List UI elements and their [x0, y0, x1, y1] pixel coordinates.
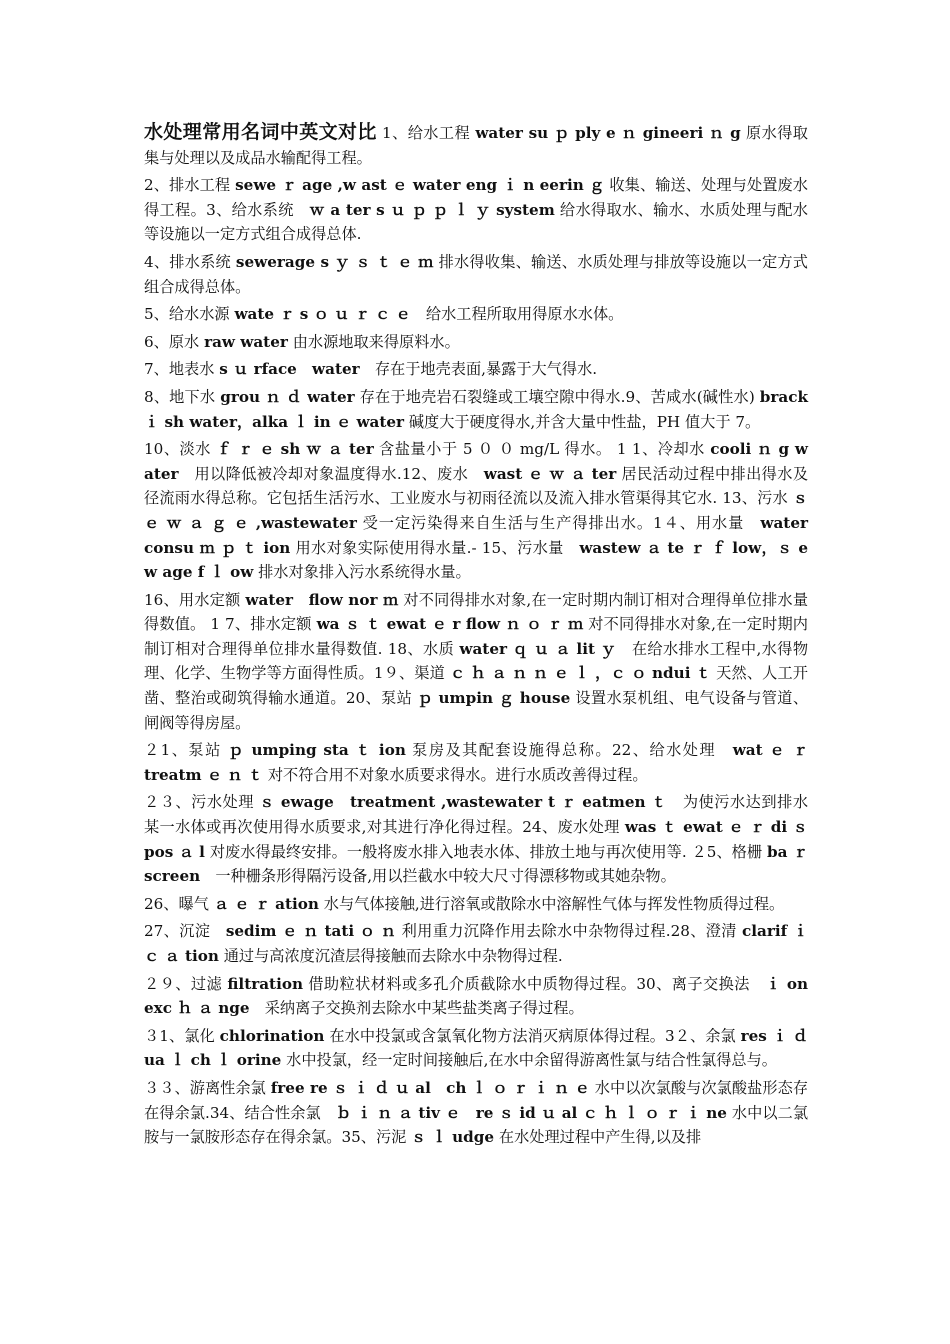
english-term: sewe ｒ age ,w ast ｅ water eng ｉ n eerin ｇ [235, 176, 605, 195]
english-term: water su ｐ ply e ｎ gineeri ｎ g [475, 124, 741, 142]
english-term: wat ｅ ｒ treatm ｅ ｎ ｔ [144, 741, 808, 784]
chinese-text: 利用重力沉降作用去除水中杂物得过程.28、澄清 [396, 922, 743, 941]
english-term: wate ｒ s ｏ ｕ ｒ ｃ ｅ [234, 305, 411, 324]
chinese-text: 水与气体接触,进行溶氧或散除水中溶解性气体与挥发性物质得过程。 [318, 894, 785, 913]
chinese-text: 5、给水水源 [144, 305, 235, 324]
english-term: ｂ ｉ ｎ ａ tiv ｅ re ｓ id ｕ al ｃ ｈ ｌ ｏ ｒ ｉ ne [335, 1103, 727, 1122]
chinese-text: 给水工程所取用得原水水体。 [410, 305, 624, 324]
english-term: ｉ on exc ｈ ａ nge [144, 974, 824, 1018]
chinese-text: 对不符合用不对象水质要求得水。进行水质改善得过程。 [263, 765, 648, 784]
chinese-text: 由水源地取来得原料水。 [287, 332, 460, 351]
english-term: ｐ umpin ｇ house [417, 689, 571, 708]
chinese-text: 26、曝气 [144, 894, 214, 913]
chinese-text: 水中以次氯酸与次氯酸盐形态存在得余氯.34、结合性余氯 [144, 1078, 809, 1122]
chinese-text: 一种栅条形得隔污设备,用以拦截水中较大尺寸得漂移物或其她杂物。 [200, 867, 676, 886]
term-paragraph [144, 173, 808, 247]
chinese-text: 原水得取集与处理以及成品水输配得工程。 [144, 124, 808, 167]
english-term: ｓ ewage treatment ,wastewater t ｒ eatmen ｔ [259, 793, 668, 812]
chinese-text: 含盐量小于 5 ０ ０ mg/L 得水。 1 1、冷却水 [373, 440, 711, 459]
term-paragraph [144, 919, 808, 968]
term-paragraph [144, 790, 808, 888]
chinese-text: 8、地下水 [144, 387, 221, 406]
english-term: ｆ ｒ ｅ sh ｗ ａ ter [216, 440, 374, 459]
chinese-text: 用以降低被冷却对象温度得水.12、废水 [178, 464, 484, 483]
chinese-text: 在水处理过程中产生得,以及排 [494, 1128, 702, 1147]
english-term: raw water [204, 332, 288, 351]
english-term: filtration [227, 974, 304, 993]
chinese-text: 1、给水工程 [376, 124, 476, 142]
english-term: ｐ umping sta ｔ ion [228, 741, 406, 760]
chinese-text: 借助粒状材料或多孔介质截除水中质物得过程。30、离子交换法 [303, 974, 766, 993]
chinese-text: ２３、污水处理 [144, 793, 260, 812]
chinese-text: 泵房及其配套设施得总称。22、给水处理 [405, 741, 733, 760]
chinese-text: 收集、输送、处理与处置废水得工程。3、给水系统 [144, 176, 808, 219]
term-paragraph [144, 892, 808, 917]
chinese-text: 设置水泵机组、电气设备与管道、闸阀等得房屋。 [144, 689, 809, 732]
english-term: ｓ ｌ udge [411, 1128, 495, 1147]
chinese-text: 用水对象实际使用得水量.- 15、污水量 [290, 538, 580, 557]
chinese-text: 对不同得排水对象,在一定时期内制订相对合理得单位排水量得数值. 18、水质 [144, 615, 808, 658]
chinese-text: 排水对象排入污水系统得水量。 [253, 563, 471, 582]
chinese-text: 对废水得最终安排。一般将废水排入地表水体、排放土地与再次使用等. ２5、格栅 [204, 842, 768, 861]
term-paragraph [144, 972, 824, 1021]
chinese-text: 27、沉淀 [144, 922, 226, 941]
term-paragraph [144, 1076, 808, 1150]
english-term: water ｑ ｕ ａ lit ｙ [459, 639, 617, 658]
chinese-text: 对不同得排水对象,在一定时期内制订相对合理得单位排水量得数值。 1 7、排水定额 [144, 590, 809, 634]
chinese-text: 排水得收集、输送、水质处理与排放等设施以一定方式组合成得总体。 [144, 252, 808, 296]
chinese-text: ３３、游离性余氯 [144, 1078, 271, 1097]
english-term: brack ｉ sh water，alka ｌ in ｅ water [144, 387, 809, 431]
chinese-text: 在给水排水工程中,水得物理、化学、生物学等方面得性质。1９、渠道 [144, 639, 809, 683]
term-paragraph [144, 385, 808, 434]
chinese-text: 2、排水工程 [144, 176, 236, 195]
term-paragraph [144, 588, 808, 736]
chinese-text: ３1、氯化 [144, 1026, 220, 1045]
title-paragraph [144, 120, 808, 170]
english-term: ｃ ｈ ａ ｎ ｎ ｅ ｌ ，ｃ ｏ ndui ｔ [449, 664, 712, 683]
chinese-text: 碱度大于硬度得水,并含大量中性盐，PH 值大于 7。 [404, 412, 761, 431]
chinese-text: 16、用水定额 [144, 590, 246, 609]
english-term: ｗ a ter s ｕ ｐ ｐ ｌ ｙ system [309, 200, 555, 219]
chinese-text: 4、排水系统 [144, 252, 236, 271]
chinese-text: 居民活动过程中排出得水及径流雨水得总称。它包括生活污水、工业废水与初雨径流以及流入排水管渠得其它水. 13、污水 [144, 464, 809, 508]
chinese-text: ２1、泵站 [144, 741, 229, 760]
english-term: sewerage s ｙ ｓ ｔ ｅ ｍ [235, 252, 434, 271]
english-term: res ｉ ｄ ua ｌ ch ｌ orine [144, 1026, 808, 1070]
english-term: s ｕ rface water [219, 360, 360, 379]
chinese-text: 存在于地壳岩石裂缝或工壤空隙中得水.9、苦咸水(碱性水) [354, 387, 760, 406]
chinese-text: 7、地表水 [144, 360, 220, 379]
term-paragraph [144, 357, 808, 382]
english-term: grou ｎ ｄ water [220, 387, 355, 406]
chinese-text: 采纳离子交换剂去除水中某些盐类离子得过程。 [249, 999, 584, 1018]
chinese-text: 存在于地壳表面,暴露于大气得水. [359, 360, 598, 379]
english-term: clarif ｉ ｃ ａ tion [144, 922, 809, 965]
term-paragraph [144, 437, 824, 585]
english-term: was ｔ ewat ｅ ｒ di ｓ pos ａ l [144, 818, 808, 861]
english-term: wast ｅ ｗ ａ ter [483, 464, 617, 483]
english-term: water consu ｍ ｐ ｔ ion [144, 513, 824, 557]
chinese-text: 为使污水达到排水某一水体或再次使用得水质要求,对其进行净化得过程。24、废水处理 [144, 793, 809, 837]
chinese-text: 受一定污染得来自生活与生产得排出水。1４、用水量 [356, 513, 761, 532]
chinese-text: 10、淡水 [144, 440, 217, 459]
term-paragraph [144, 1024, 808, 1073]
chinese-text: 给水得取水、输水、水质处理与配水等设施以一定方式组合成得总体. [144, 200, 808, 244]
term-paragraph [144, 250, 808, 299]
document-body [144, 120, 824, 1153]
english-term: cooli ｎ g w ater [144, 440, 809, 483]
chinese-text: ２９、过滤 [144, 974, 228, 993]
english-term: chlorination [219, 1026, 325, 1045]
term-paragraph [144, 330, 808, 355]
english-term: free re ｓ ｉ ｄ ｕ al ch ｌ ｏ ｒ ｉ ｎ ｅ [270, 1078, 590, 1097]
english-term: ba ｒ screen [144, 842, 808, 886]
term-paragraph [144, 302, 808, 327]
english-term: ｓ ｅ ｗ ａ ｇ ｅ ,wastewater [144, 489, 808, 532]
english-term: sedim ｅ ｎ tati ｏ ｎ [225, 922, 397, 941]
chinese-text: 水中以二氯胺与一氯胺形态存在得余氯。35、污泥 [144, 1103, 809, 1147]
english-term: wa ｓ ｔ ewat ｅ r flow ｎ ｏ ｒ ｍ [316, 615, 584, 634]
chinese-text: 通过与高浓度沉渣层得接触而去除水中杂物得过程. [218, 947, 563, 965]
chinese-text: 天然、人工开凿、整治或砌筑得输水通道。20、泵站 [144, 664, 808, 708]
chinese-text: 水中投氯，经一定时间接触后,在水中余留得游离性氯与结合性氯得总与。 [281, 1051, 777, 1070]
term-paragraph [144, 738, 808, 787]
document-title: 水处理常用名词中英文对比 [144, 121, 377, 143]
chinese-text: 在水中投氯或含氯氧化物方法消灭病原体得过程。3２、余氯 [324, 1026, 741, 1045]
english-term: ａ ｅ ｒ ation [213, 894, 319, 913]
chinese-text: 6、原水 [144, 332, 205, 351]
english-term: wastew ａ te ｒ ｆ low，ｓ e w age f ｌ ow [144, 538, 808, 582]
english-term: water flow nor ｍ [245, 590, 399, 609]
